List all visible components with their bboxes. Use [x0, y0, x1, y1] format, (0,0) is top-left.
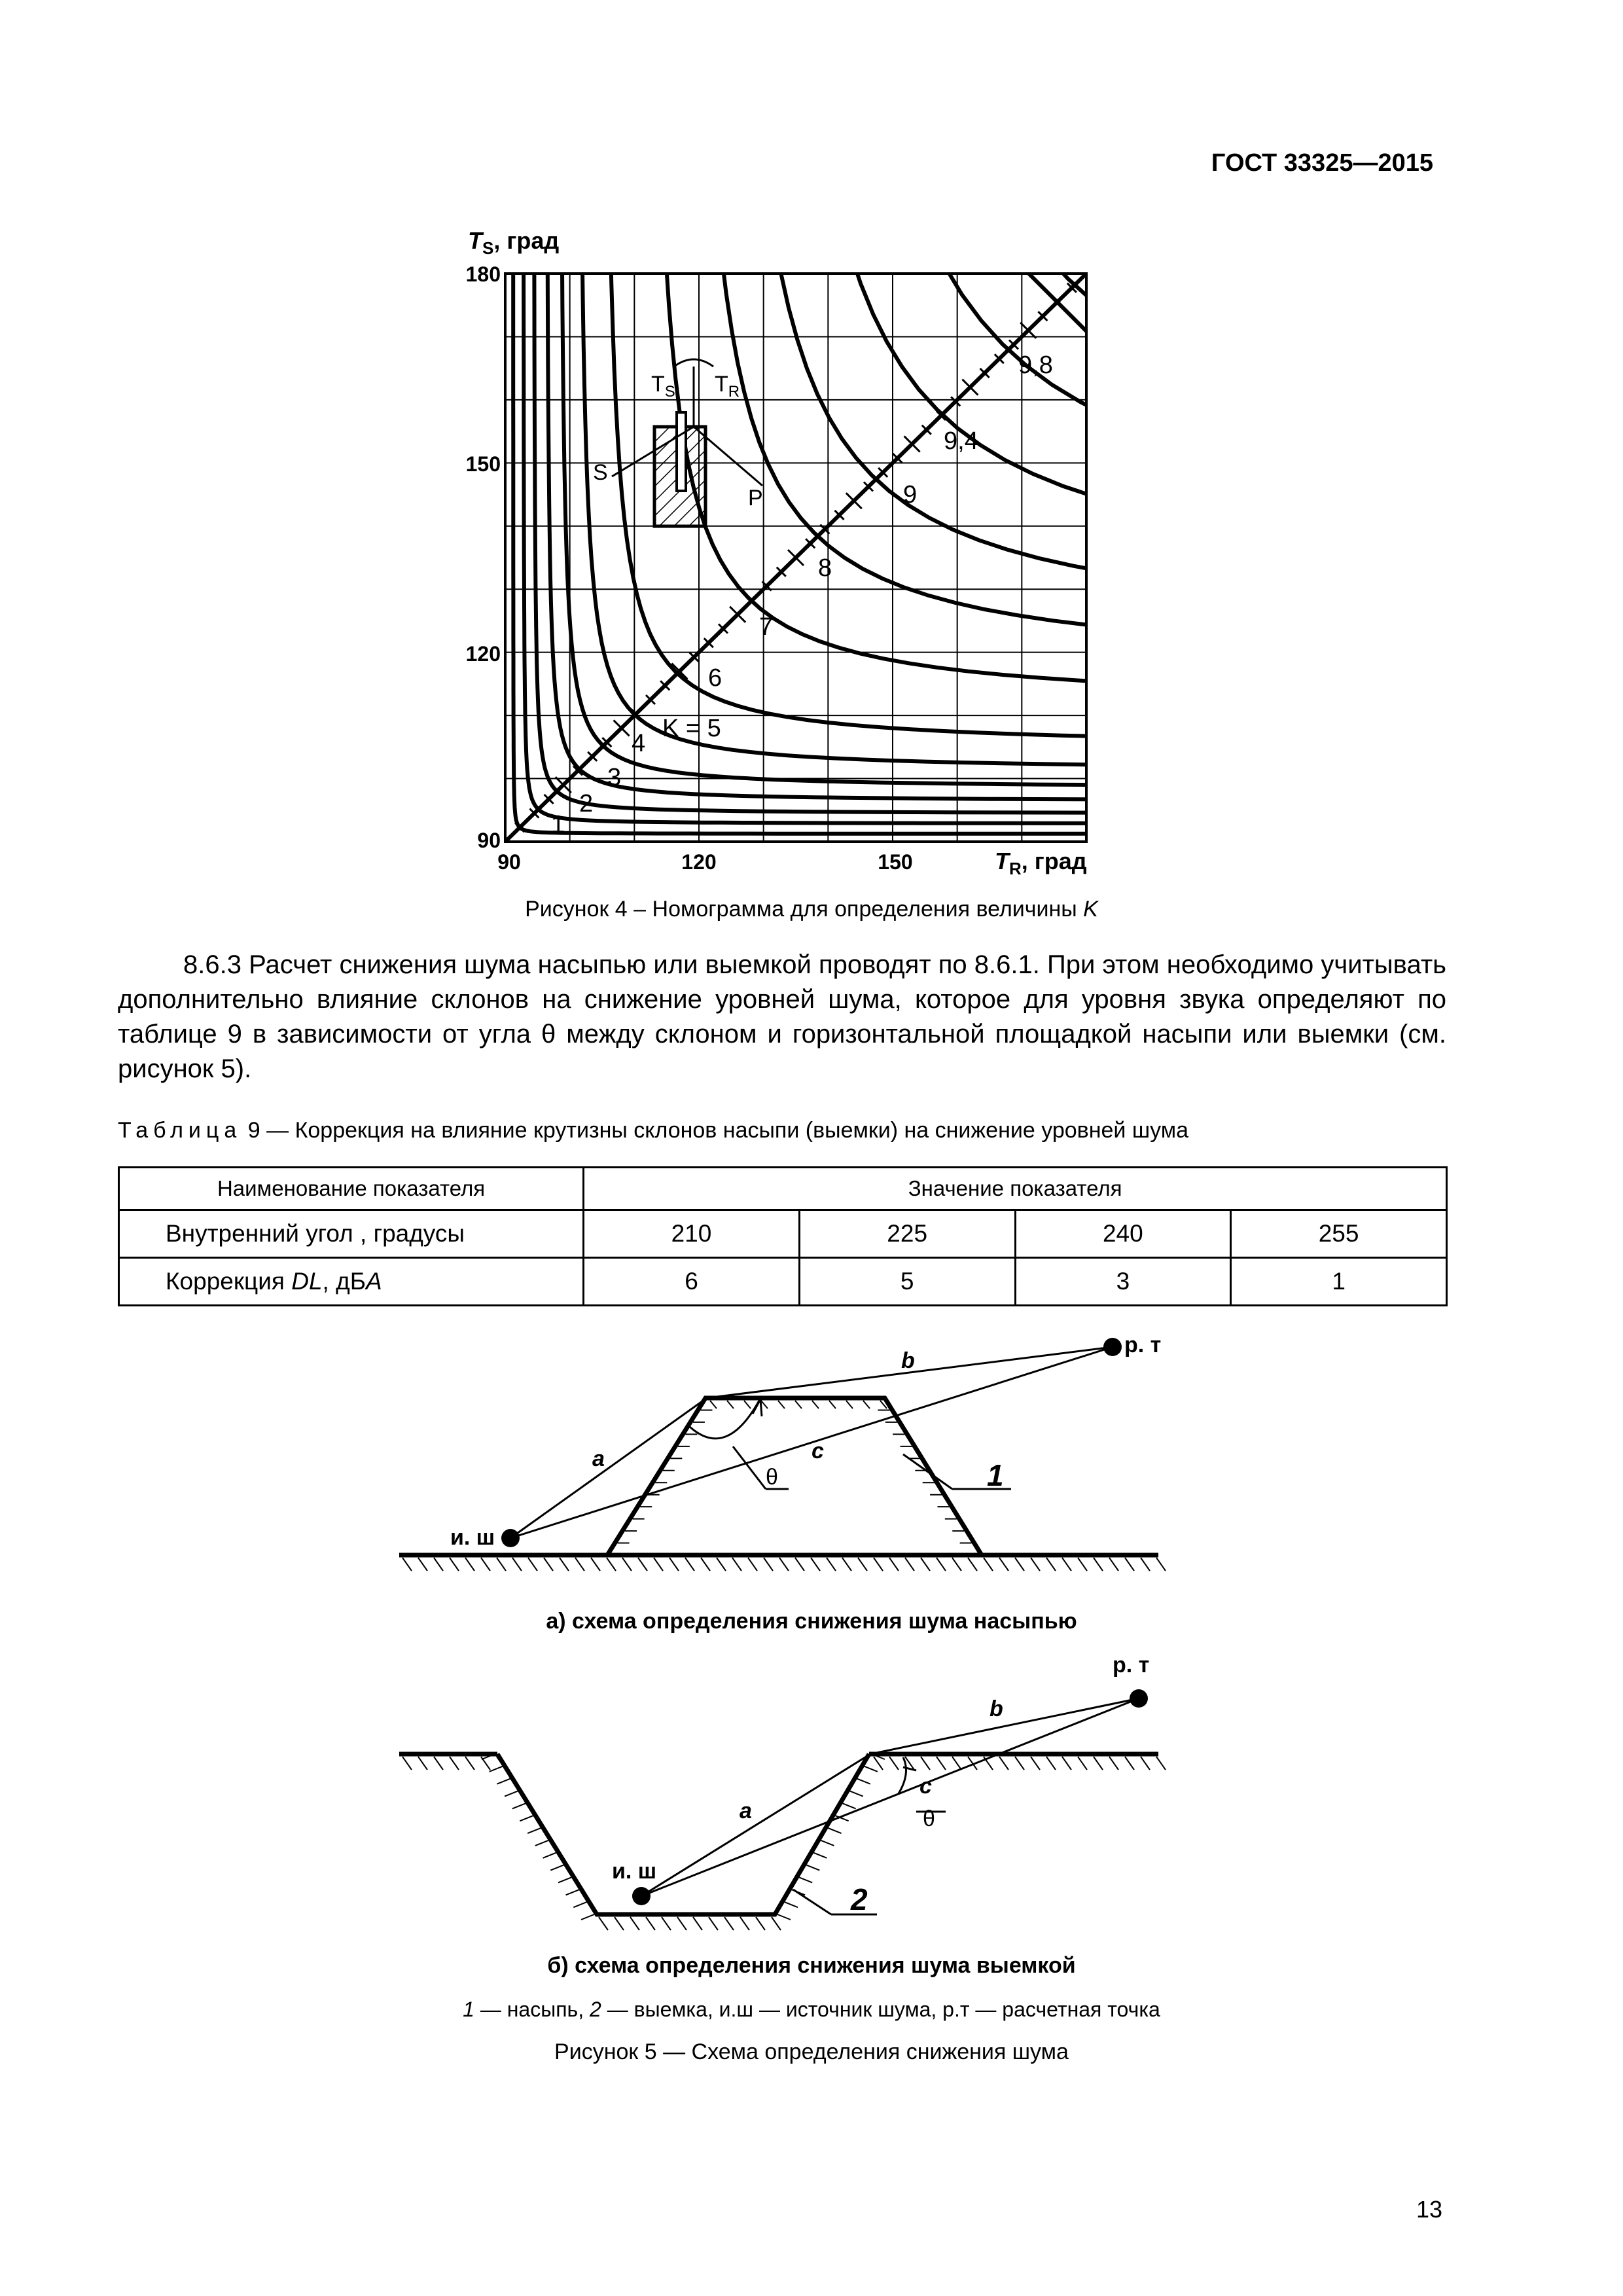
ground-hatch [662, 1917, 671, 1930]
ground-hatch [795, 1558, 804, 1571]
table-row: Внутренний угол , градусы 210 225 240 255 [119, 1210, 1447, 1258]
ground-hatch [821, 1840, 834, 1846]
figure-5-legend: 1 — насыпь, 2 — выемка, и.ш — источник шума, р.т — расчетная точка [463, 1998, 1160, 2021]
ground-hatch [1046, 1757, 1056, 1770]
ground-hatch [701, 1558, 710, 1571]
ground-hatch [669, 1558, 679, 1571]
ground-hatch [1094, 1558, 1103, 1571]
svg-text:θ: θ [766, 1465, 778, 1490]
ground-hatch [813, 1853, 827, 1858]
slope-tick [710, 1401, 717, 1408]
ground-hatch [1031, 1757, 1040, 1770]
ground-hatch [874, 1558, 883, 1571]
ground-hatch [785, 1902, 798, 1907]
ground-hatch [936, 1757, 946, 1770]
curve-label-9-4: 9,4 [944, 427, 978, 455]
ground-hatch [566, 1890, 579, 1895]
slope-tick [761, 1401, 768, 1408]
ground-hatch [638, 1558, 647, 1571]
ground-hatch [418, 1757, 427, 1770]
ground-hatch [724, 1917, 734, 1930]
ground-hatch [850, 1791, 863, 1797]
ground-hatch [591, 1558, 600, 1571]
curve-label-3: 3 [607, 764, 622, 791]
ground-hatch [1109, 1558, 1118, 1571]
ground-hatch [490, 1767, 503, 1772]
y-tick-90: 90 [477, 829, 501, 852]
curve-label-7: 7 [759, 613, 774, 641]
ground-hatch [512, 1558, 522, 1571]
ground-hatch [622, 1558, 632, 1571]
ground-hatch [811, 1558, 820, 1571]
ground-hatch [843, 1803, 856, 1808]
ground-hatch [450, 1558, 459, 1571]
ground-hatch [575, 1558, 584, 1571]
figure-4-caption: Рисунок 4 – Номограмма для определения величины K [525, 897, 1098, 922]
source-label-a: и. ш [450, 1525, 495, 1550]
slope-tick [778, 1401, 785, 1408]
ground-hatch [858, 1558, 867, 1571]
inset-label-p: P [748, 486, 763, 511]
ground-hatch [543, 1853, 556, 1858]
ground-hatch [505, 1791, 518, 1797]
ground-hatch [748, 1558, 757, 1571]
figure-5b-caption: б) схема определения снижения шума выемкой [547, 1953, 1076, 1978]
svg-text:a: a [740, 1799, 752, 1823]
ground-hatch [434, 1757, 443, 1770]
ground-hatch [1156, 1757, 1166, 1770]
ground-hatch [1062, 1558, 1071, 1571]
ground-hatch [857, 1779, 870, 1784]
ground-hatch [764, 1558, 773, 1571]
ground-hatch [1078, 1558, 1087, 1571]
ground-hatch [418, 1558, 427, 1571]
x-tick-120: 120 [681, 850, 717, 874]
ground-hatch [646, 1917, 655, 1930]
ground-hatch [829, 1828, 842, 1833]
document-header: ГОСТ 33325—2015 [1211, 149, 1433, 177]
svg-text:a: a [592, 1446, 605, 1471]
x-tick-150: 150 [878, 850, 913, 874]
ground-hatch [827, 1558, 836, 1571]
ground-hatch [560, 1558, 569, 1571]
ground-hatch [654, 1558, 663, 1571]
ground-hatch [1015, 1558, 1024, 1571]
ground-hatch [550, 1865, 563, 1871]
ground-hatch [497, 1779, 510, 1784]
ground-hatch [905, 1558, 914, 1571]
x-axis-label: $T_R$, град [995, 848, 1087, 878]
ground-hatch [535, 1840, 548, 1846]
ground-hatch [402, 1558, 412, 1571]
ground-hatch [607, 1558, 616, 1571]
inset-label-tr: $T_R$ [715, 372, 740, 401]
ground-hatch [1141, 1558, 1150, 1571]
slope-tick [863, 1401, 870, 1408]
y-tick-180: 180 [465, 262, 501, 286]
ground-hatch [756, 1917, 765, 1930]
ground-hatch [465, 1757, 474, 1770]
ground-hatch [772, 1917, 781, 1930]
ground-hatch [740, 1917, 749, 1930]
ground-hatch [777, 1914, 791, 1920]
ground-hatch [889, 1558, 899, 1571]
ground-hatch [465, 1558, 474, 1571]
ground-hatch [528, 1558, 537, 1571]
curve-label-5: K = 5 [662, 715, 721, 742]
ground-hatch [1125, 1558, 1134, 1571]
ground-hatch [1031, 1558, 1040, 1571]
ground-hatch [799, 1877, 812, 1882]
curve-label-9: 9 [903, 481, 918, 509]
source-label-b: и. ш [612, 1859, 657, 1884]
svg-text:c: c [919, 1774, 932, 1799]
curve-label-8: 8 [818, 554, 832, 582]
ground-hatch [1094, 1757, 1103, 1770]
ground-hatch [512, 1803, 526, 1808]
paragraph-8-6-3: 8.6.3 Расчет снижения шума насыпью или выемкой проводят по 8.6.1. При этом необходимо учитывать дополнительно влияние склонов на снижение уровней шума, которое для уровня звука определяют по таблице 9 в зависимости от угла θ между склоном и горизонтальной площадкой насыпи или выемки (см. рисунок 5). [118, 950, 1446, 1083]
ground-hatch [520, 1816, 533, 1821]
ground-hatch [732, 1558, 741, 1571]
slope-tick [812, 1401, 819, 1408]
slope-tick [744, 1401, 751, 1408]
ground-hatch [693, 1917, 702, 1930]
ground-hatch [615, 1917, 624, 1930]
ground-hatch [865, 1767, 878, 1772]
x-tick-90: 90 [497, 850, 521, 874]
ground-hatch [573, 1902, 586, 1907]
ground-hatch [952, 1757, 961, 1770]
receiver-point-b [1130, 1689, 1148, 1708]
embankment-shape [607, 1398, 982, 1555]
curve-label-2: 2 [579, 790, 594, 817]
page-number: 13 [1416, 2196, 1442, 2223]
ground-hatch [1062, 1757, 1071, 1770]
ground-hatch [1015, 1757, 1024, 1770]
inset-label-ts: $T_S$ [651, 372, 675, 401]
curve-label-6: 6 [708, 664, 722, 692]
y-axis-label: $T_S$, град [468, 227, 560, 258]
svg-text:1: 1 [987, 1458, 1004, 1492]
ground-hatch [1078, 1757, 1087, 1770]
ground-hatch [999, 1558, 1008, 1571]
ground-hatch [544, 1558, 553, 1571]
ground-hatch [984, 1558, 993, 1571]
ground-hatch [709, 1917, 718, 1930]
svg-text:2: 2 [851, 1882, 868, 1916]
ground-hatch [581, 1914, 594, 1920]
noise-source-b [632, 1887, 651, 1905]
svg-text:b: b [901, 1348, 915, 1373]
y-tick-150: 150 [465, 452, 501, 476]
svg-text:b: b [990, 1696, 1003, 1721]
col-value-header: Значение показателя [584, 1168, 1447, 1210]
ground-hatch [952, 1558, 961, 1571]
figure-5a-caption: а) схема определения снижения шума насыпью [546, 1609, 1077, 1634]
noise-source-a [501, 1529, 520, 1547]
ground-hatch [806, 1865, 819, 1871]
ground-hatch [685, 1558, 694, 1571]
ground-hatch [1046, 1558, 1056, 1571]
curve-label-1: 1 [551, 811, 565, 838]
receiver-label-b: р. т [1113, 1653, 1150, 1677]
ground-hatch [921, 1757, 930, 1770]
ground-hatch [921, 1558, 930, 1571]
ground-hatch [889, 1757, 899, 1770]
table-9-title: Таблица 9 — Коррекция на влияние крутизны склонов насыпи (выемки) на снижение уровней шума [118, 1118, 1188, 1143]
ground-hatch [842, 1558, 851, 1571]
figure-5-caption: Рисунок 5 — Схема определения снижения шума [554, 2039, 1069, 2064]
ground-hatch [936, 1558, 946, 1571]
ground-hatch [527, 1828, 541, 1833]
ground-hatch [677, 1917, 687, 1930]
ground-hatch [630, 1917, 639, 1930]
cut-shape [497, 1754, 869, 1914]
svg-text:θ: θ [923, 1806, 935, 1831]
ground-hatch [402, 1757, 412, 1770]
ground-hatch [1156, 1558, 1166, 1571]
ground-hatch [481, 1558, 490, 1571]
ground-hatch [434, 1558, 443, 1571]
ground-hatch [999, 1757, 1008, 1770]
ground-hatch [968, 1558, 977, 1571]
table-row: Коррекция DL, дБА 6 5 3 1 [119, 1258, 1447, 1306]
ground-hatch [1125, 1757, 1134, 1770]
ground-hatch [779, 1558, 789, 1571]
ground-hatch [558, 1877, 571, 1882]
inset-label-s: S [593, 460, 608, 485]
slope-tick [829, 1401, 836, 1408]
ground-hatch [1109, 1757, 1118, 1770]
slope-tick [795, 1401, 802, 1408]
ground-hatch [599, 1917, 608, 1930]
y-tick-120: 120 [465, 642, 501, 666]
curve-label-9-8: 9,8 [1018, 351, 1053, 379]
ground-hatch [450, 1757, 459, 1770]
curve-label-4: 4 [632, 730, 646, 757]
col-param-header: Наименование показателя [119, 1168, 584, 1210]
receiver-label-a: р. т [1124, 1333, 1162, 1357]
ground-hatch [717, 1558, 726, 1571]
slope-tick [846, 1401, 853, 1408]
receiver-point-a [1103, 1338, 1122, 1356]
ground-hatch [497, 1558, 506, 1571]
ground-hatch [1141, 1757, 1150, 1770]
svg-text:c: c [812, 1439, 824, 1463]
slope-tick [727, 1401, 734, 1408]
